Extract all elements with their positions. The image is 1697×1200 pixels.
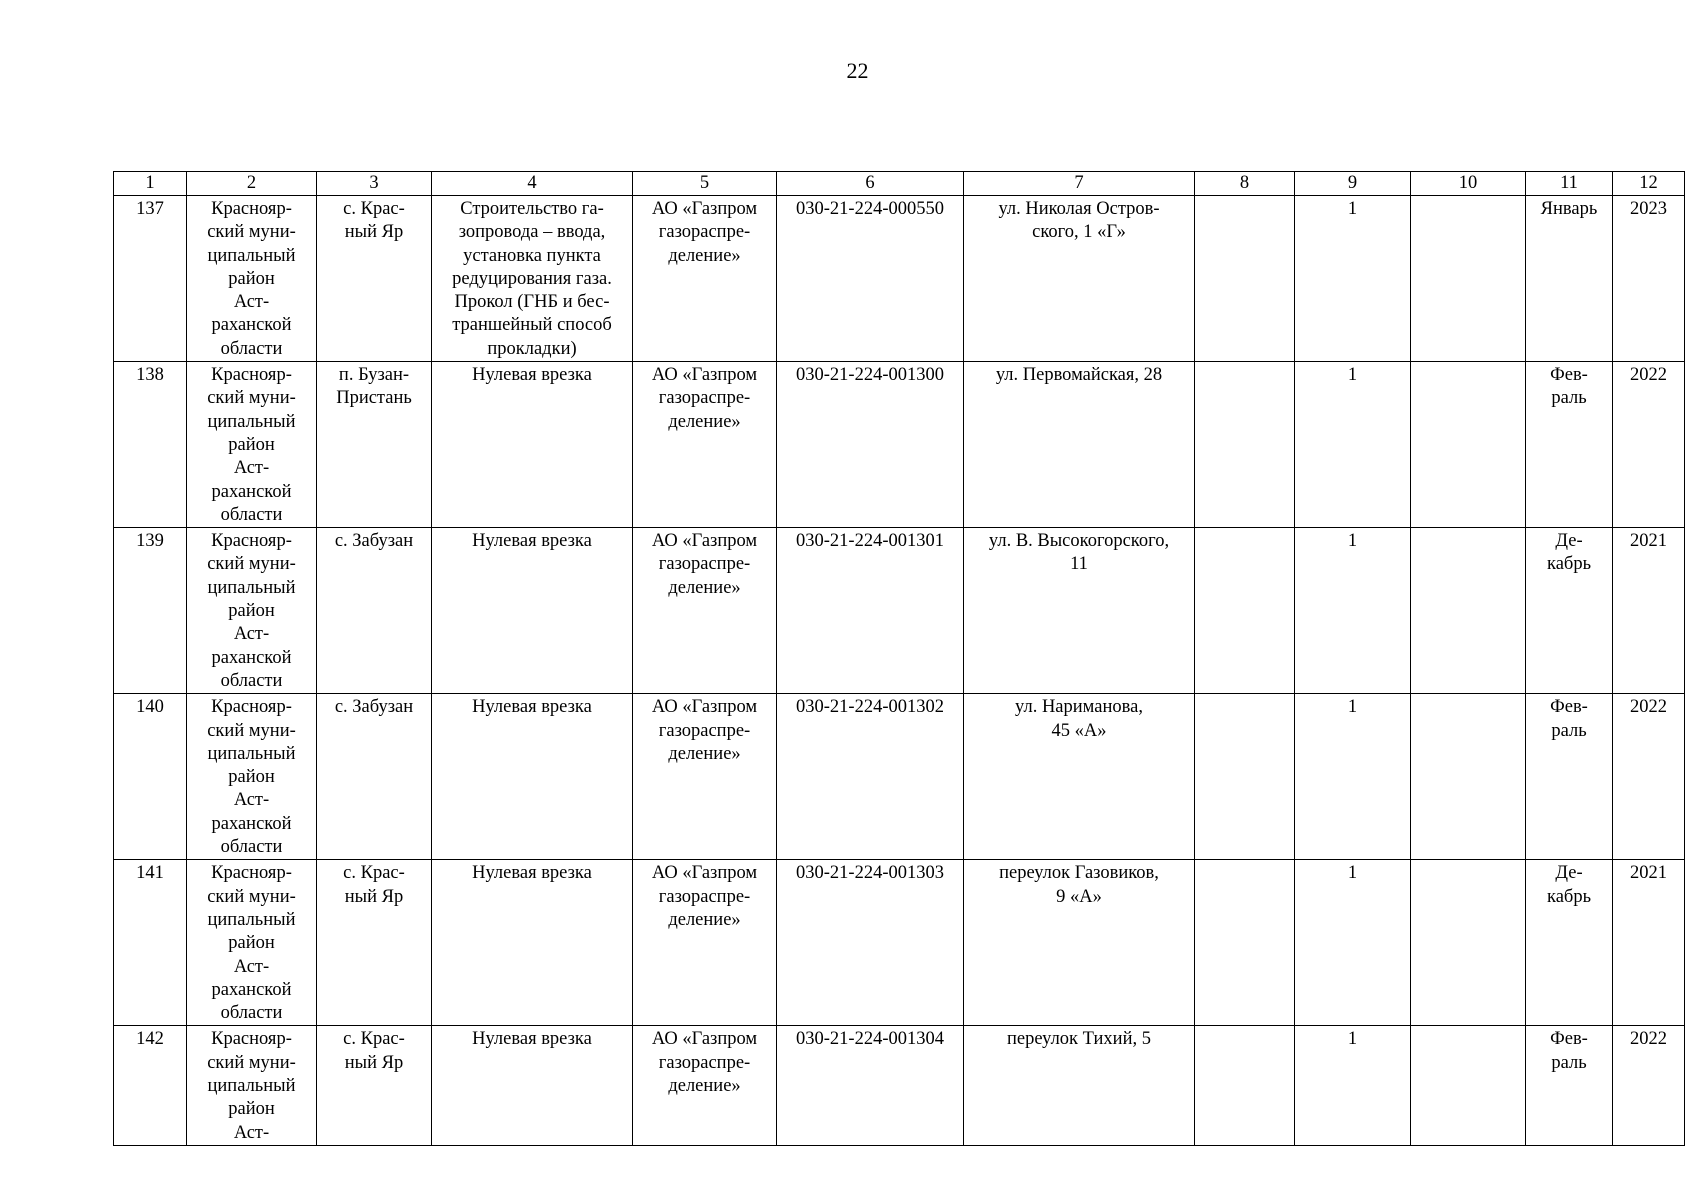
- district-cell: Краснояр- ский муни- ципальный район Аст- раханской области: [187, 694, 317, 860]
- year-cell: 2022: [1613, 694, 1685, 860]
- organization-cell: АО «Газпром газораспре- деление»: [633, 362, 777, 528]
- work-type-cell: Нулевая врезка: [432, 860, 633, 1026]
- empty-cell: [1195, 196, 1295, 362]
- work-type-cell: Нулевая врезка: [432, 528, 633, 694]
- column-header: 11: [1526, 172, 1613, 196]
- locality-cell: с. Крас- ный Яр: [317, 196, 432, 362]
- organization-cell: АО «Газпром газораспре- деление»: [633, 1026, 777, 1145]
- column-header: 8: [1195, 172, 1295, 196]
- table-row: [114, 528, 1685, 694]
- count-cell: 1: [1295, 860, 1411, 1026]
- count-cell: 1: [1295, 528, 1411, 694]
- work-type-cell: Строительство га- зопровода – ввода, установка пункта редуцирования газа. Прокол (ГНБ и бес- траншейный способ прокладки): [432, 196, 633, 362]
- column-header: 5: [633, 172, 777, 196]
- table-row: [114, 694, 1685, 860]
- month-cell: Де- кабрь: [1526, 528, 1613, 694]
- row-number: 141: [114, 860, 187, 1026]
- empty-cell: [1411, 1026, 1526, 1145]
- district-cell: Краснояр- ский муни- ципальный район Аст-: [187, 1026, 317, 1145]
- locality-cell: с. Крас- ный Яр: [317, 860, 432, 1026]
- year-cell: 2023: [1613, 196, 1685, 362]
- row-number: 138: [114, 362, 187, 528]
- count-cell: 1: [1295, 1026, 1411, 1145]
- district-cell: Краснояр- ский муни- ципальный район Аст- раханской области: [187, 196, 317, 362]
- empty-cell: [1195, 528, 1295, 694]
- month-cell: Фев- раль: [1526, 1026, 1613, 1145]
- district-cell: Краснояр- ский муни- ципальный район Аст- раханской области: [187, 860, 317, 1026]
- work-type-cell: Нулевая врезка: [432, 694, 633, 860]
- column-header: 4: [432, 172, 633, 196]
- address-cell: ул. Николая Остров- ского, 1 «Г»: [964, 196, 1195, 362]
- empty-cell: [1411, 362, 1526, 528]
- gas-connection-table: [113, 171, 1685, 1146]
- locality-cell: п. Бузан- Пристань: [317, 362, 432, 528]
- object-code-cell: 030-21-224-001304: [777, 1026, 964, 1145]
- month-cell: Фев- раль: [1526, 694, 1613, 860]
- count-cell: 1: [1295, 694, 1411, 860]
- empty-cell: [1411, 196, 1526, 362]
- empty-cell: [1411, 528, 1526, 694]
- object-code-cell: 030-21-224-000550: [777, 196, 964, 362]
- empty-cell: [1195, 1026, 1295, 1145]
- empty-cell: [1195, 694, 1295, 860]
- month-cell: Фев- раль: [1526, 362, 1613, 528]
- column-header: 3: [317, 172, 432, 196]
- count-cell: 1: [1295, 362, 1411, 528]
- object-code-cell: 030-21-224-001302: [777, 694, 964, 860]
- organization-cell: АО «Газпром газораспре- деление»: [633, 860, 777, 1026]
- page-number: 22: [846, 58, 869, 83]
- district-cell: Краснояр- ский муни- ципальный район Аст- раханской области: [187, 528, 317, 694]
- locality-cell: с. Крас- ный Яр: [317, 1026, 432, 1145]
- address-cell: ул. В. Высокогорского, 11: [964, 528, 1195, 694]
- work-type-cell: Нулевая врезка: [432, 1026, 633, 1145]
- empty-cell: [1411, 694, 1526, 860]
- column-header: 9: [1295, 172, 1411, 196]
- organization-cell: АО «Газпром газораспре- деление»: [633, 196, 777, 362]
- object-code-cell: 030-21-224-001303: [777, 860, 964, 1026]
- organization-cell: АО «Газпром газораспре- деление»: [633, 694, 777, 860]
- table-row: [114, 196, 1685, 362]
- month-cell: Январь: [1526, 196, 1613, 362]
- empty-cell: [1411, 860, 1526, 1026]
- address-cell: ул. Нариманова, 45 «А»: [964, 694, 1195, 860]
- year-cell: 2021: [1613, 860, 1685, 1026]
- locality-cell: с. Забузан: [317, 694, 432, 860]
- empty-cell: [1195, 362, 1295, 528]
- district-cell: Краснояр- ский муни- ципальный район Аст- раханской области: [187, 362, 317, 528]
- object-code-cell: 030-21-224-001301: [777, 528, 964, 694]
- column-header: 2: [187, 172, 317, 196]
- count-cell: 1: [1295, 196, 1411, 362]
- table-header: [114, 172, 1685, 196]
- row-number: 139: [114, 528, 187, 694]
- column-header: 10: [1411, 172, 1526, 196]
- month-cell: Де- кабрь: [1526, 860, 1613, 1026]
- header-row: [114, 172, 1685, 196]
- column-header: 12: [1613, 172, 1685, 196]
- table-body: [114, 196, 1685, 1146]
- table-row: [114, 1026, 1685, 1145]
- year-cell: 2021: [1613, 528, 1685, 694]
- address-cell: переулок Тихий, 5: [964, 1026, 1195, 1145]
- organization-cell: АО «Газпром газораспре- деление»: [633, 528, 777, 694]
- address-cell: переулок Газовиков, 9 «А»: [964, 860, 1195, 1026]
- table-row: [114, 362, 1685, 528]
- column-header: 1: [114, 172, 187, 196]
- year-cell: 2022: [1613, 362, 1685, 528]
- year-cell: 2022: [1613, 1026, 1685, 1145]
- row-number: 137: [114, 196, 187, 362]
- column-header: 7: [964, 172, 1195, 196]
- row-number: 142: [114, 1026, 187, 1145]
- address-cell: ул. Первомайская, 28: [964, 362, 1195, 528]
- row-number: 140: [114, 694, 187, 860]
- table-row: [114, 860, 1685, 1026]
- work-type-cell: Нулевая врезка: [432, 362, 633, 528]
- empty-cell: [1195, 860, 1295, 1026]
- column-header: 6: [777, 172, 964, 196]
- locality-cell: с. Забузан: [317, 528, 432, 694]
- object-code-cell: 030-21-224-001300: [777, 362, 964, 528]
